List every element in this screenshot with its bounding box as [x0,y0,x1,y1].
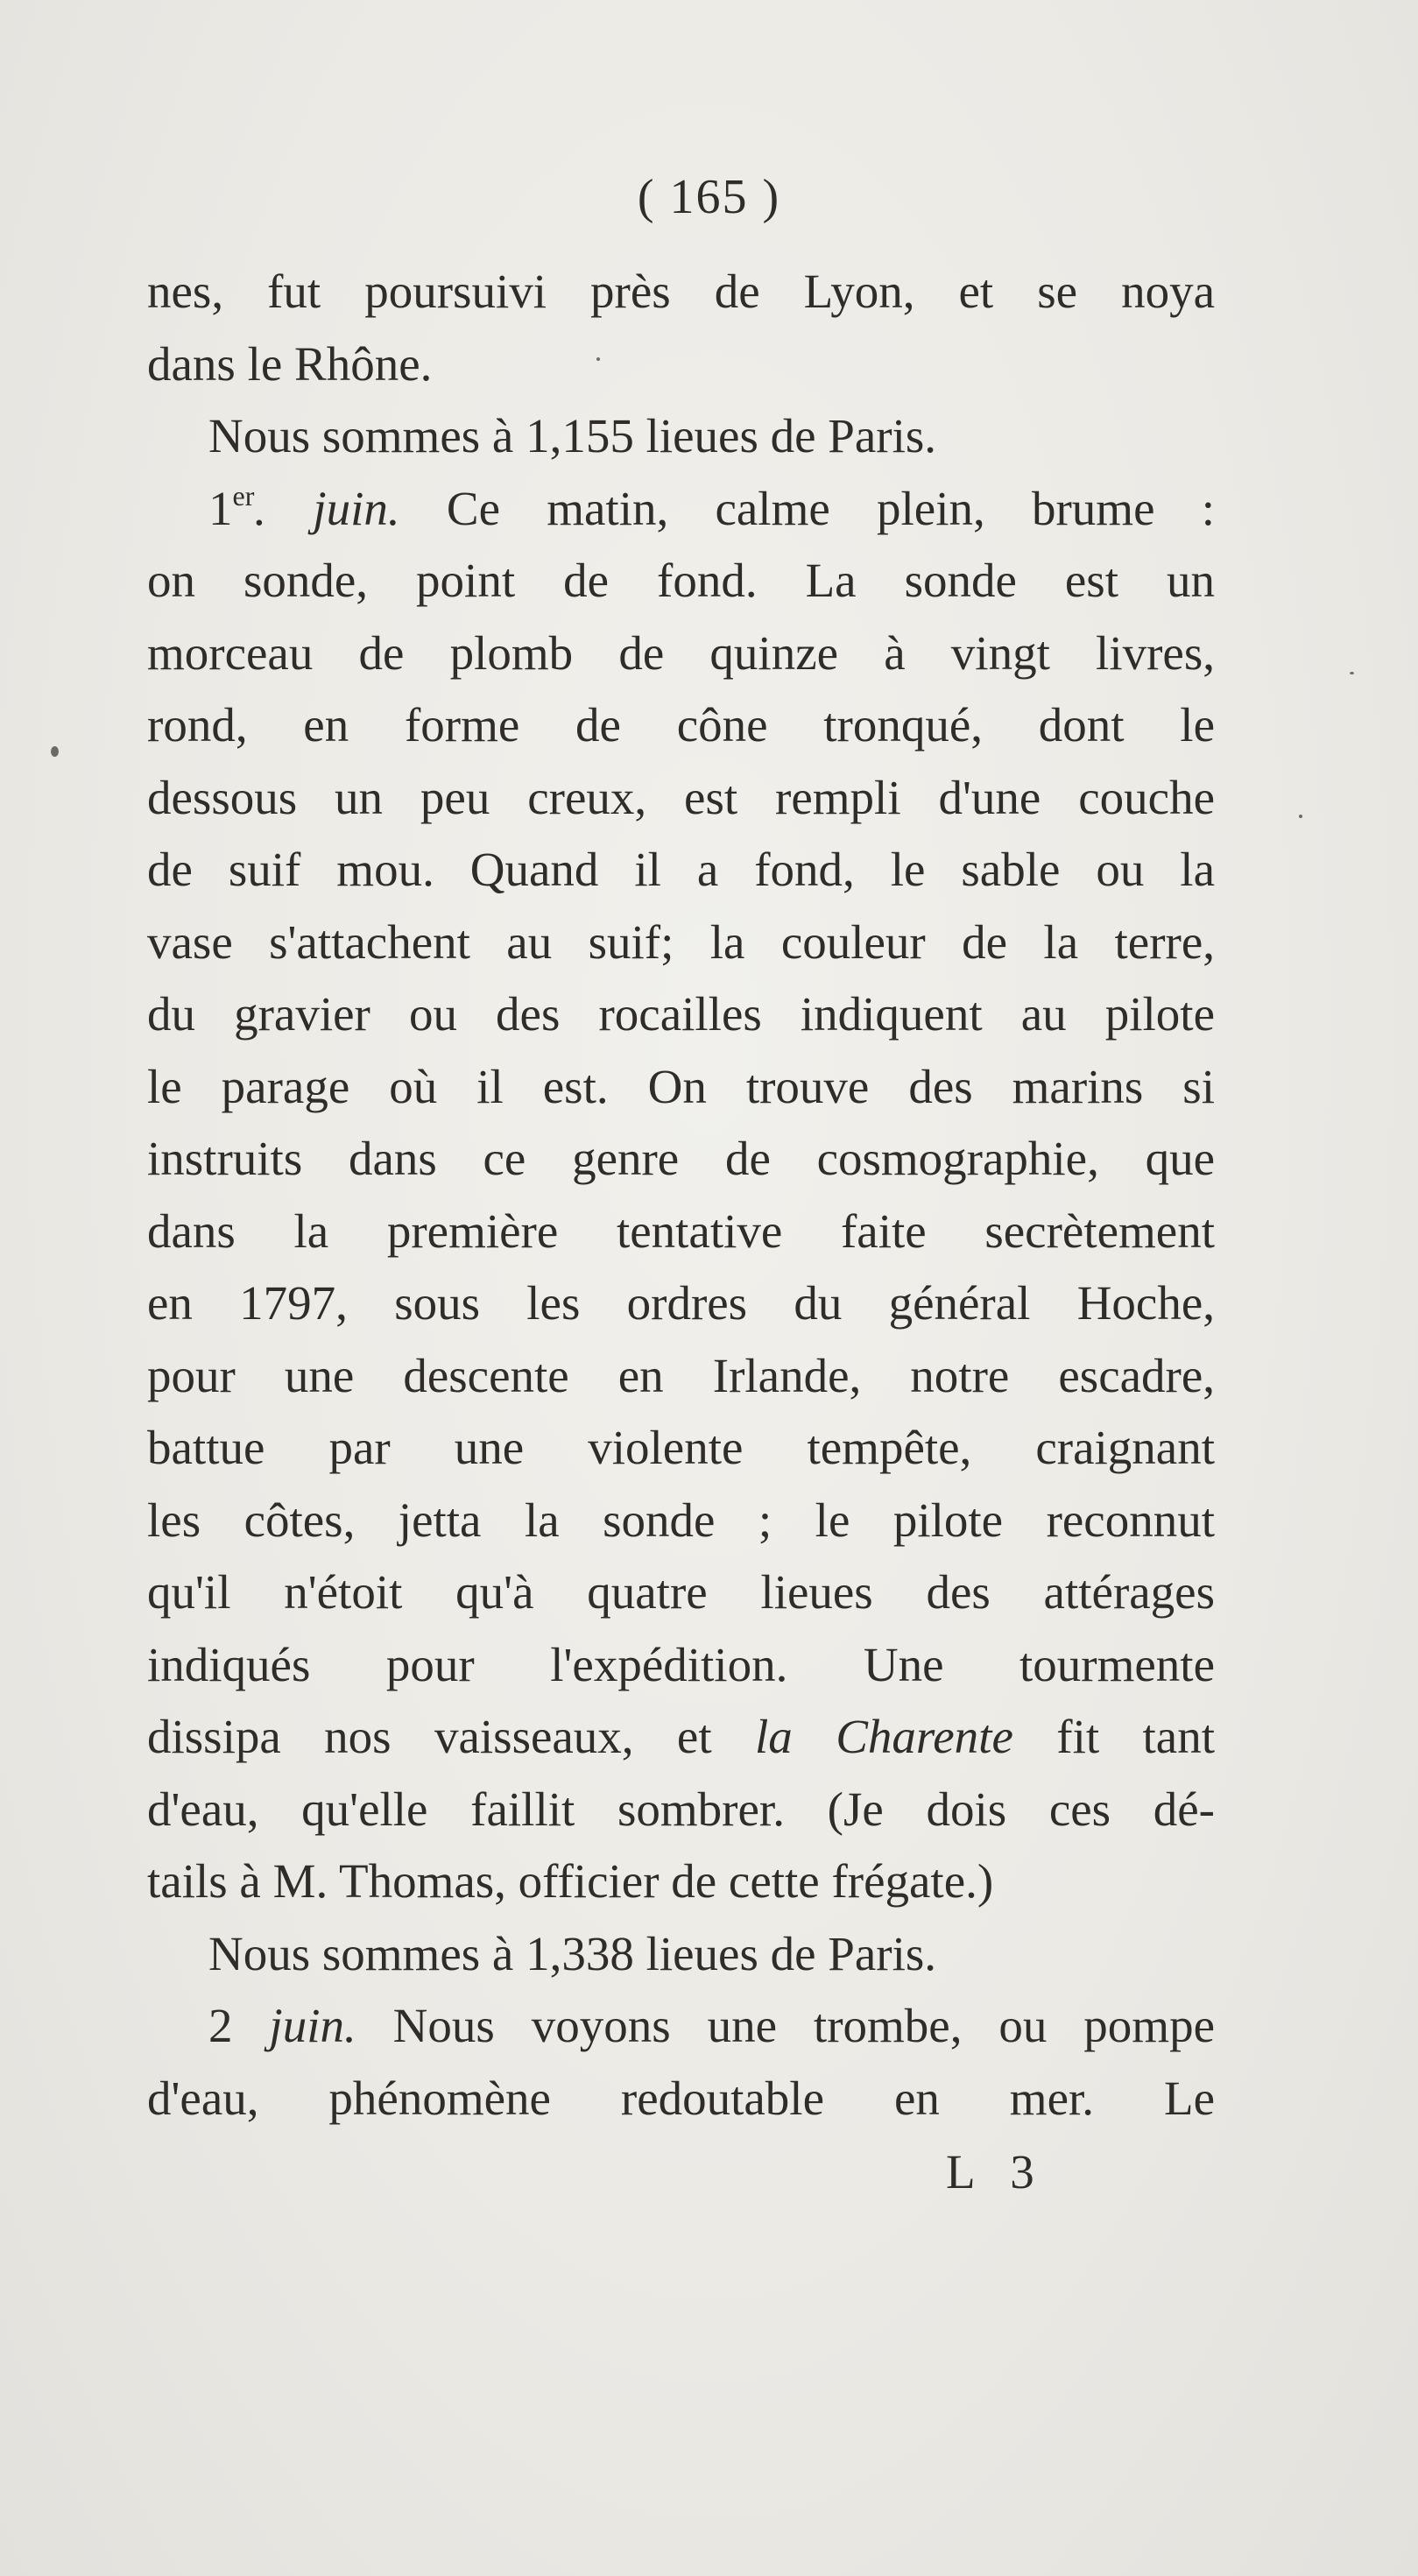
entry-date: . juin. [254,481,400,535]
distance-note: Nous sommes à 1,338 lieues de Paris. [208,1926,937,1980]
text-line: d'eau, qu'elle faillit sombrer. (Je dois ces dé- [147,1782,1215,1836]
entry-text: Nous voyons une trombe, ou pompe [356,1999,1216,2052]
entry-date: juin. [232,1999,356,2052]
entry-day: 2 [208,1999,233,2052]
text-line: dessous un peu creux, est rempli d'une couche [147,770,1215,824]
text-segment: dissipa nos vaisseaux, et [147,1710,756,1763]
text-line: le parage où il est. On trouve des marins si [147,1059,1215,1113]
text-line: de suif mou. Quand il a fond, le sable ou la [147,843,1215,896]
text-line: d'eau, phénomène redoutable en mer. Le [147,2071,1215,2125]
text-line: morceau de plomb de quinze à vingt livres, [147,625,1215,680]
ordinal-suffix: er [232,479,255,512]
diary-entry-line [147,1990,1215,2063]
text-line: rond, en forme de cône tronqué, dont le [147,698,1215,752]
page-number: ( 165 ) [637,170,781,224]
text-line: tails à M. Thomas, officier de cette frégate.) [147,1854,994,1908]
text-line: dans le Rhône. [147,336,433,391]
body-text [147,256,1215,2135]
text-line: les côtes, jetta la sonde ; le pilote reconnut [147,1493,1215,1547]
diary-entry-line [147,473,1215,546]
ship-name: la Charente [755,1710,1013,1763]
ink-speck [51,746,59,757]
text-segment: fit tant [1012,1710,1215,1763]
ink-speck [1299,815,1302,818]
text-line: pour une descente en Irlande, notre escadre, [147,1348,1215,1402]
text-line: dans la première tentative faite secrètement [147,1203,1215,1258]
text-line: indiqués pour l'expédition. Une tourmente [147,1637,1215,1691]
ink-speck [1350,672,1354,674]
text-line [147,1701,1215,1774]
entry-text: Ce matin, calme plein, brume : [399,481,1215,535]
text-line: on sonde, point de fond. La sonde est un [147,554,1215,607]
text-line: nes, fut poursuivi près de Lyon, et se noya [147,265,1215,318]
entry-day: 1 [208,481,233,535]
text-line: du gravier ou des rocailles indiquent au pilote [147,987,1215,1041]
text-line: instruits dans ce genre de cosmographie, que [147,1132,1215,1185]
text-line: vase s'attachent au suif; la couleur de la terre, [147,914,1215,969]
text-line: en 1797, sous les ordres du général Hoche, [147,1276,1215,1330]
text-line: qu'il n'étoit qu'à quatre lieues des attérages [147,1565,1215,1619]
text-line: battue par une violente tempête, craignant [147,1421,1215,1474]
distance-note: Nous sommes à 1,155 lieues de Paris. [208,409,937,462]
signature-mark: L 3 [946,2145,1047,2198]
